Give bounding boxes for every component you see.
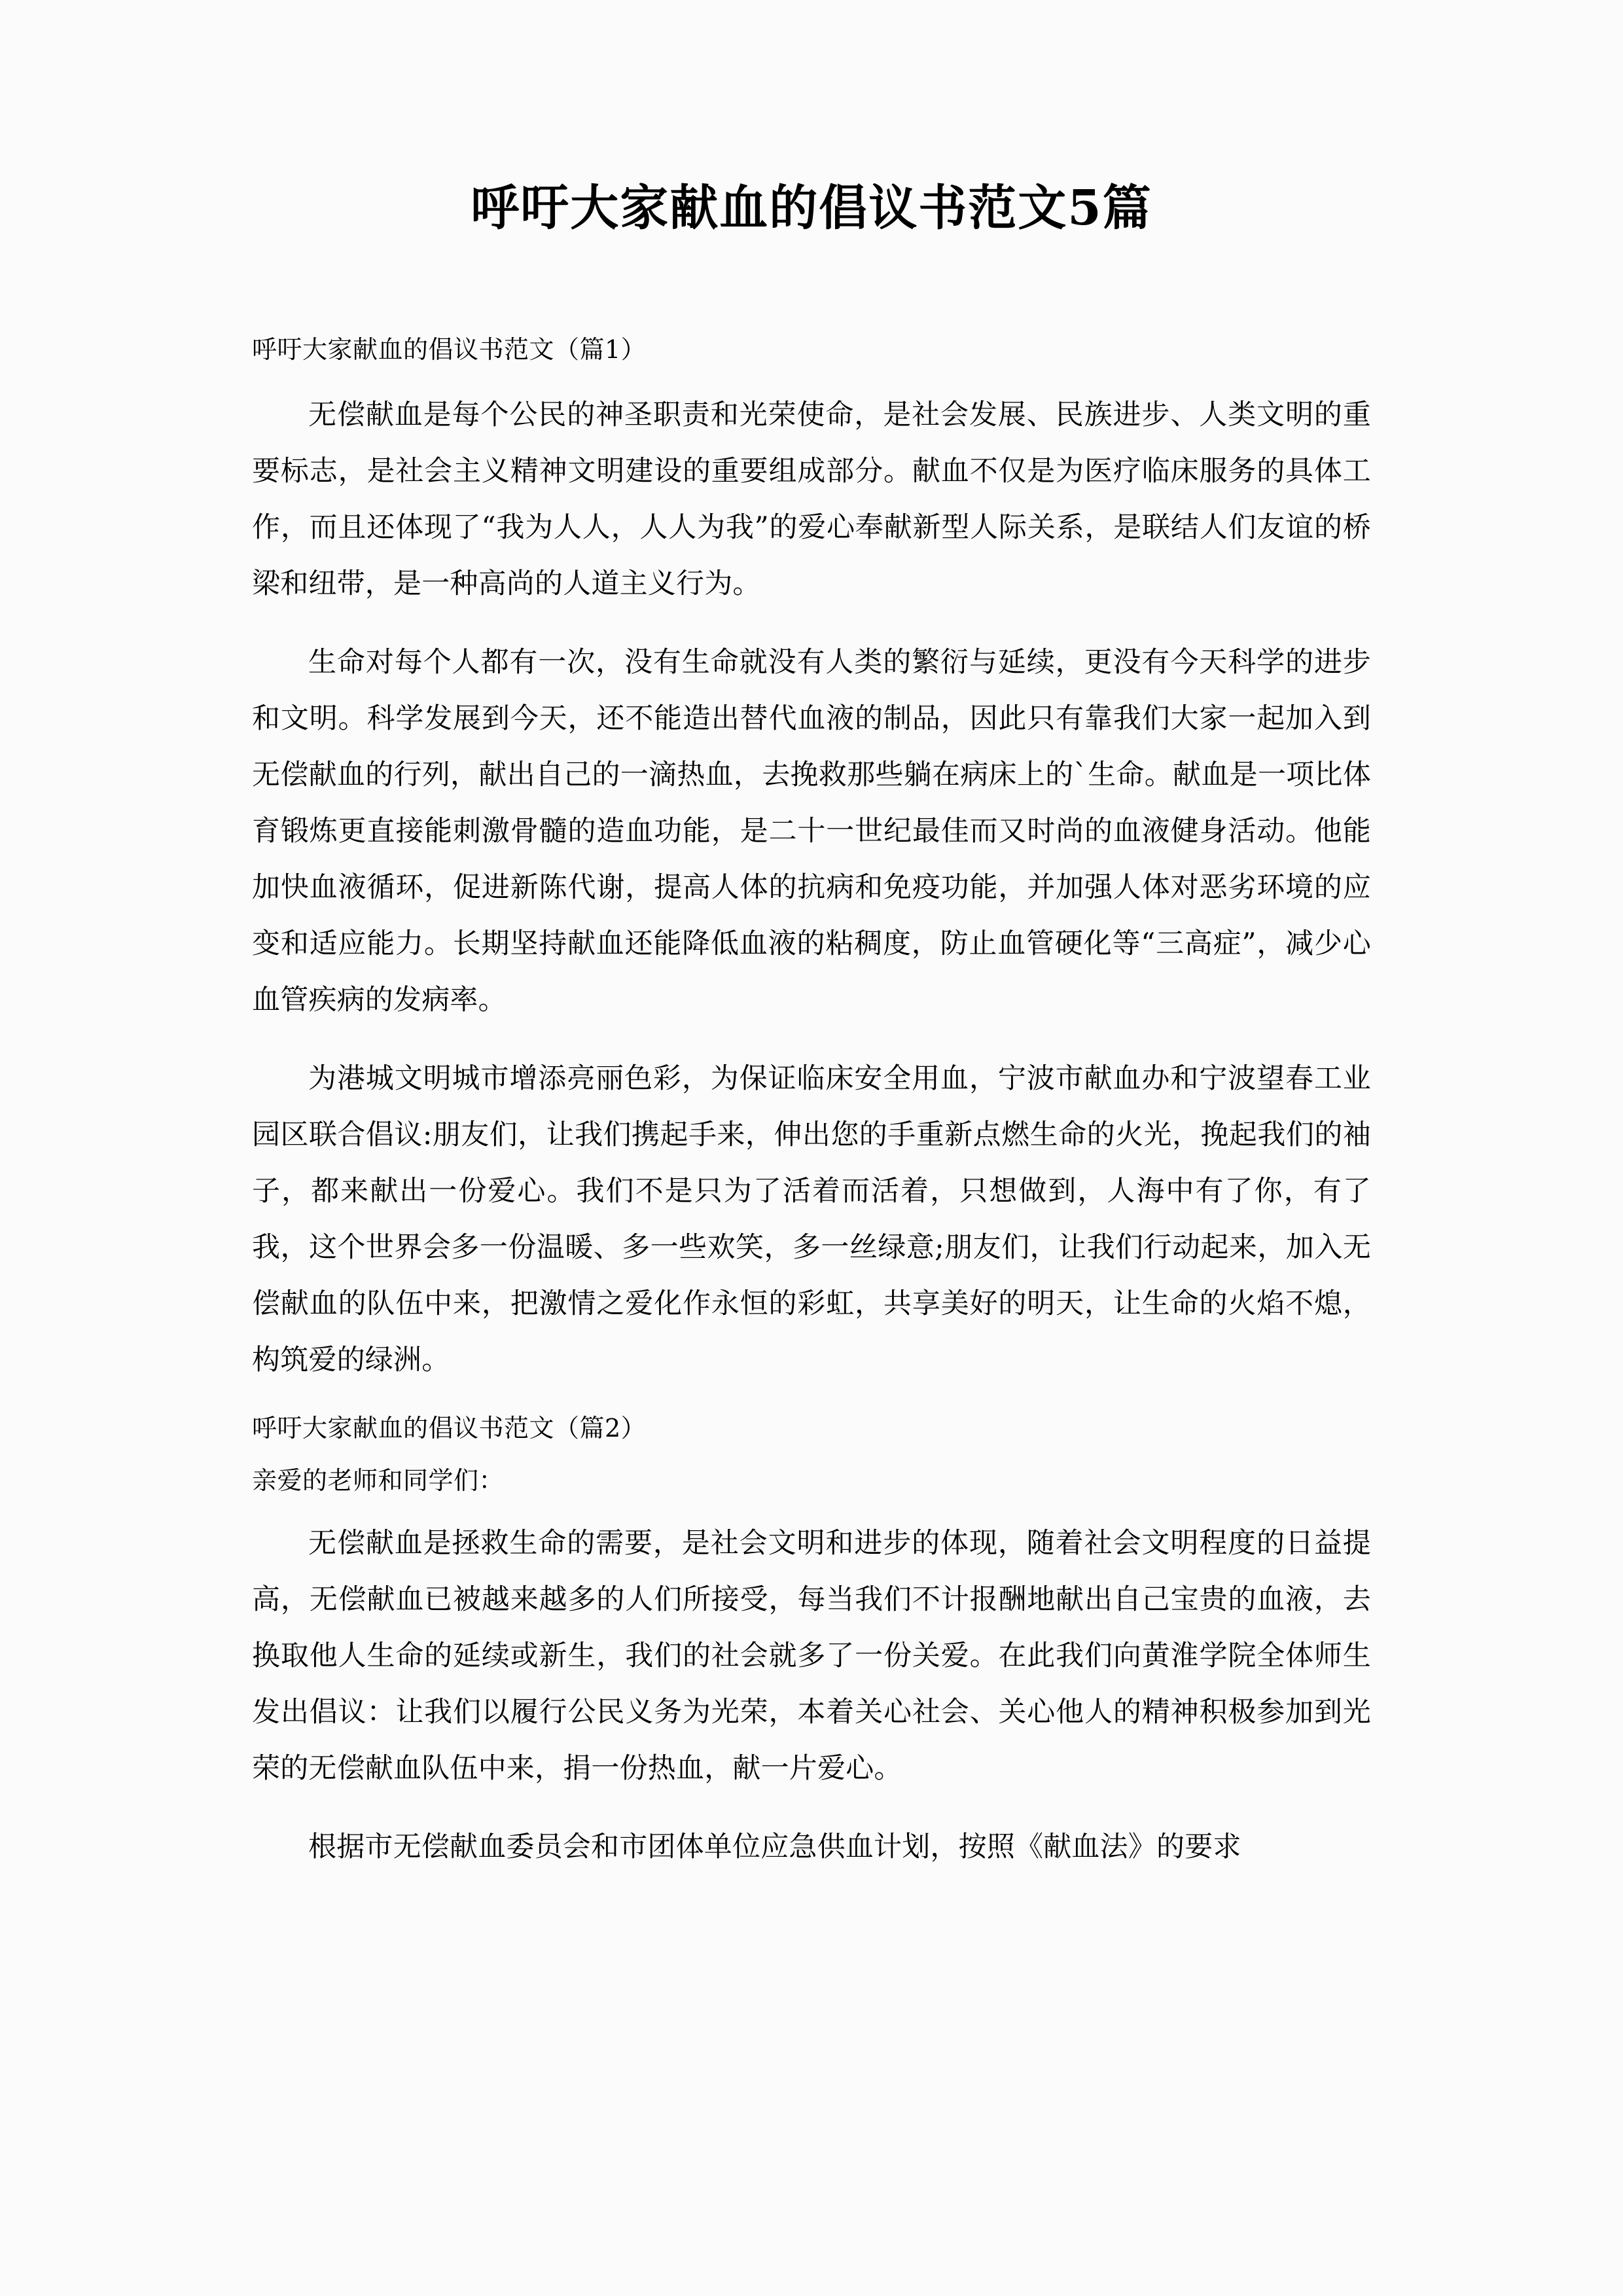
section-1-paragraph-2: 生命对每个人都有一次，没有生命就没有人类的繁衍与延续，更没有今天科学的进步和文明。科学发展到今天，还不能造出替代血液的制品，因此只有靠我们大家一起加入到无偿献血的行列，献出自己的一滴热血，去挽救那些躺在病床上的`生命。献血是一项比体育锻炼更直接能刺激骨髓的造血功能，是二十一世纪最佳而又时尚的血液健身活动。他能加快血液循环，促进新陈代谢，提高人体的抗病和免疫功能，并加强人体对恶劣环境的应变和适应能力。长期坚持献血还能降低血液的粘稠度，防止血管硬化等“三高症”，减少心血管疾病的发病率。: [252, 645, 1371, 1016]
section-2-paragraph-2: 根据市无偿献血委员会和市团体单位应急供血计划，按照《献血法》的要求: [308, 1830, 1241, 1863]
section-heading-1: 呼吁大家献血的倡议书范文（篇1）: [252, 334, 647, 364]
page-title: 呼吁大家献血的倡议书范文5篇: [471, 180, 1152, 236]
section-2-salutation: 亲爱的老师和同学们：: [252, 1465, 505, 1495]
document-body: [252, 0, 1371, 1875]
section-heading-2: 呼吁大家献血的倡议书范文（篇2）: [252, 1413, 647, 1443]
section-1-paragraph-1: 无偿献血是每个公民的神圣职责和光荣使命，是社会发展、民族进步、人类文明的重要标志，是社会主义精神文明建设的重要组成部分。献血不仅是为医疗临床服务的具体工作，而且还体现了“我为人人，人人为我”的爱心奉献新型人际关系，是联结人们友谊的桥梁和纽带，是一种高尚的人道主义行为。: [252, 398, 1371, 600]
section-1-paragraph-3: 为港城文明城市增添亮丽色彩，为保证临床安全用血，宁波市献血办和宁波望春工业园区联合倡议:朋友们，让我们携起手来，伸出您的手重新点燃生命的火光，挽起我们的袖子，都来献出一份爱心。我们不是只为了活着而活着，只想做到，人海中有了你，有了我，这个世界会多一份温暖、多一些欢笑，多一丝绿意;朋友们，让我们行动起来，加入无偿献血的队伍中来，把激情之爱化作永恒的彩虹，共享美好的明天，让生命的火焰不熄，构筑爱的绿洲。: [252, 1062, 1371, 1376]
section-2-paragraph-1: 无偿献血是拯救生命的需要，是社会文明和进步的体现，随着社会文明程度的日益提高，无偿献血已被越来越多的人们所接受，每当我们不计报酬地献出自己宝贵的血液，去换取他人生命的延续或新生，我们的社会就多了一份关爱。在此我们向黄淮学院全体师生发出倡议：让我们以履行公民义务为光荣，本着关心社会、关心他人的精神积极参加到光荣的无偿献血队伍中来，捐一份热血，献一片爱心。: [252, 1526, 1371, 1785]
